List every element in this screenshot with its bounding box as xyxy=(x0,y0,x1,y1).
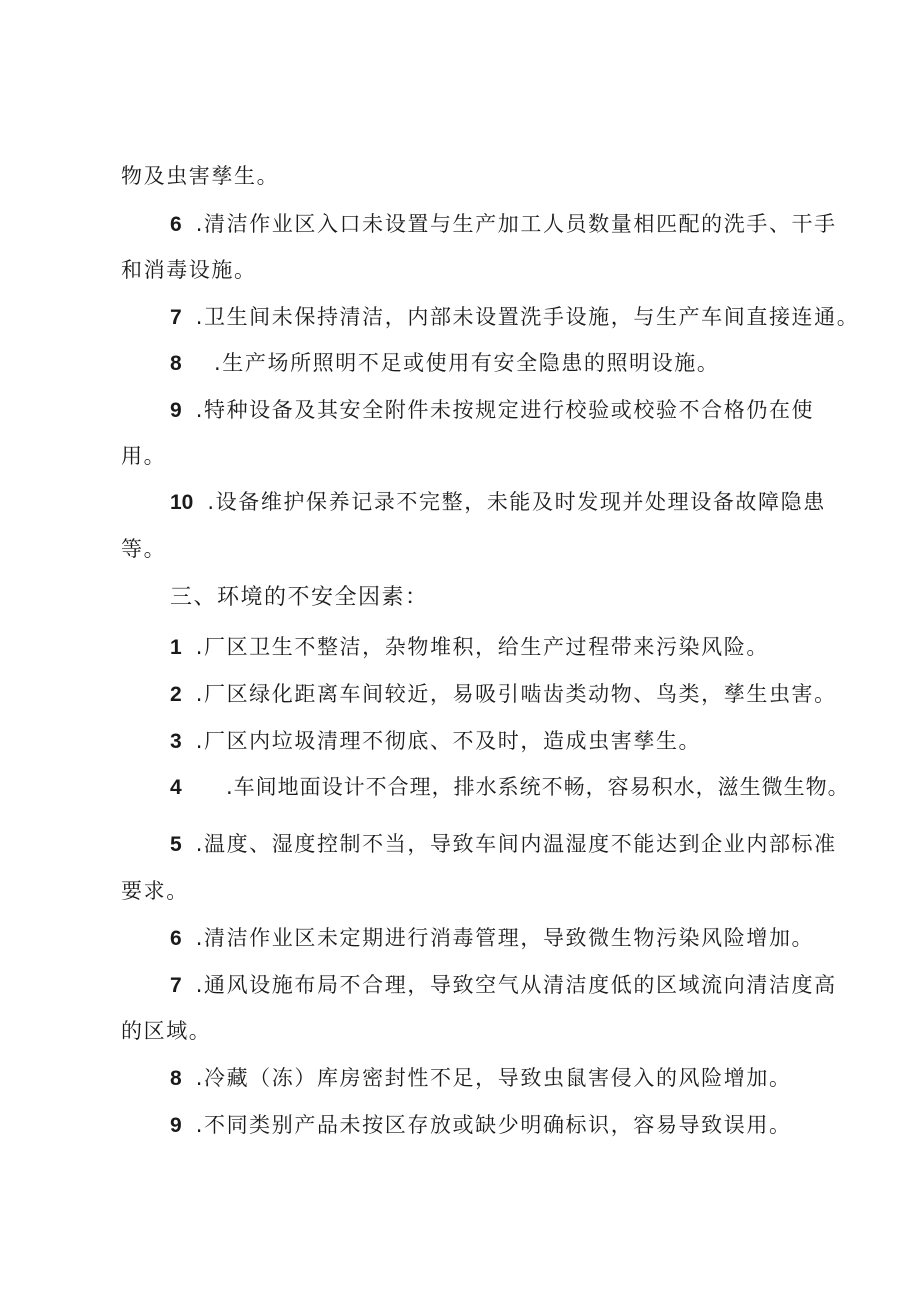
item-number: 2 xyxy=(170,683,182,706)
paragraph-line xyxy=(121,534,166,564)
list-item xyxy=(170,772,850,803)
list-item xyxy=(170,395,814,426)
item-number: 9 xyxy=(170,399,182,422)
item-text: .厂区卫生不整洁，杂物堆积，给生产过程带来污染风险。 xyxy=(195,635,769,659)
item-text: .通风设施布局不合理，导致空气从清洁度低的区域流向清洁度高 xyxy=(195,973,837,997)
list-item xyxy=(170,679,837,710)
list-item xyxy=(170,487,826,518)
item-number: 8 xyxy=(170,352,182,375)
item-text: .冷藏（冻）库房密封性不足，导致虫鼠害侵入的风险增加。 xyxy=(195,1066,792,1090)
item-text: .生产场所照明不足或使用有安全隐患的照明设施。 xyxy=(214,351,720,375)
item-number: 6 xyxy=(170,927,182,950)
heading-text: 三、环境的不安全因素： xyxy=(170,585,429,610)
item-text: .特种设备及其安全附件未按规定进行校验或校验不合格仍在使 xyxy=(195,398,815,422)
item-number: 9 xyxy=(170,1114,182,1137)
item-number: 5 xyxy=(170,833,182,856)
item-text: .清洁作业区未定期进行消毒管理，导致微生物污染风险增加。 xyxy=(195,926,815,950)
paragraph-line xyxy=(121,255,257,285)
list-item xyxy=(170,923,814,954)
list-item xyxy=(170,209,837,240)
line-text: 等。 xyxy=(121,537,167,561)
list-item xyxy=(170,348,719,379)
item-number: 4 xyxy=(170,776,182,799)
item-number: 7 xyxy=(170,974,182,997)
paragraph-line xyxy=(121,876,189,906)
item-number: 10 xyxy=(170,491,194,514)
item-text: .车间地面设计不合理，排水系统不畅，容易积水，滋生微生物。 xyxy=(226,775,850,799)
item-text: .清洁作业区入口未设置与生产加工人员数量相匹配的洗手、干手 xyxy=(195,212,837,236)
item-text: .温度、湿度控制不当，导致车间内温湿度不能达到企业内部标准 xyxy=(195,832,837,856)
list-item xyxy=(170,1063,792,1094)
item-number: 8 xyxy=(170,1067,182,1090)
line-text: 用。 xyxy=(121,444,167,468)
item-text: .厂区绿化距离车间较近，易吸引啮齿类动物、鸟类，孳生虫害。 xyxy=(195,682,837,706)
list-item xyxy=(170,1110,792,1141)
line-text: 物及虫害孳生。 xyxy=(121,164,280,188)
item-text: .卫生间未保持清洁，内部未设置洗手设施，与生产车间直接连通。 xyxy=(195,305,860,329)
item-text: .不同类别产品未按区存放或缺少明确标识，容易导致误用。 xyxy=(195,1113,792,1137)
item-number: 7 xyxy=(170,306,182,329)
item-number: 3 xyxy=(170,730,182,753)
paragraph-line xyxy=(121,161,279,191)
paragraph-line xyxy=(121,441,166,471)
line-text: 和消毒设施。 xyxy=(121,258,257,282)
section-heading xyxy=(170,583,429,613)
item-text: .设备维护保养记录不完整，未能及时发现并处理设备故障隐患 xyxy=(207,490,826,514)
item-number: 6 xyxy=(170,213,182,236)
list-item xyxy=(170,632,769,663)
list-item xyxy=(170,970,837,1001)
paragraph-line xyxy=(121,1016,211,1046)
item-text: .厂区内垃圾清理不彻底、不及时，造成虫害孳生。 xyxy=(195,729,702,753)
line-text: 要求。 xyxy=(121,879,189,903)
list-item xyxy=(170,302,859,333)
item-number: 1 xyxy=(170,636,182,659)
list-item xyxy=(170,726,701,757)
line-text: 的区域。 xyxy=(121,1019,212,1043)
list-item xyxy=(170,829,837,860)
